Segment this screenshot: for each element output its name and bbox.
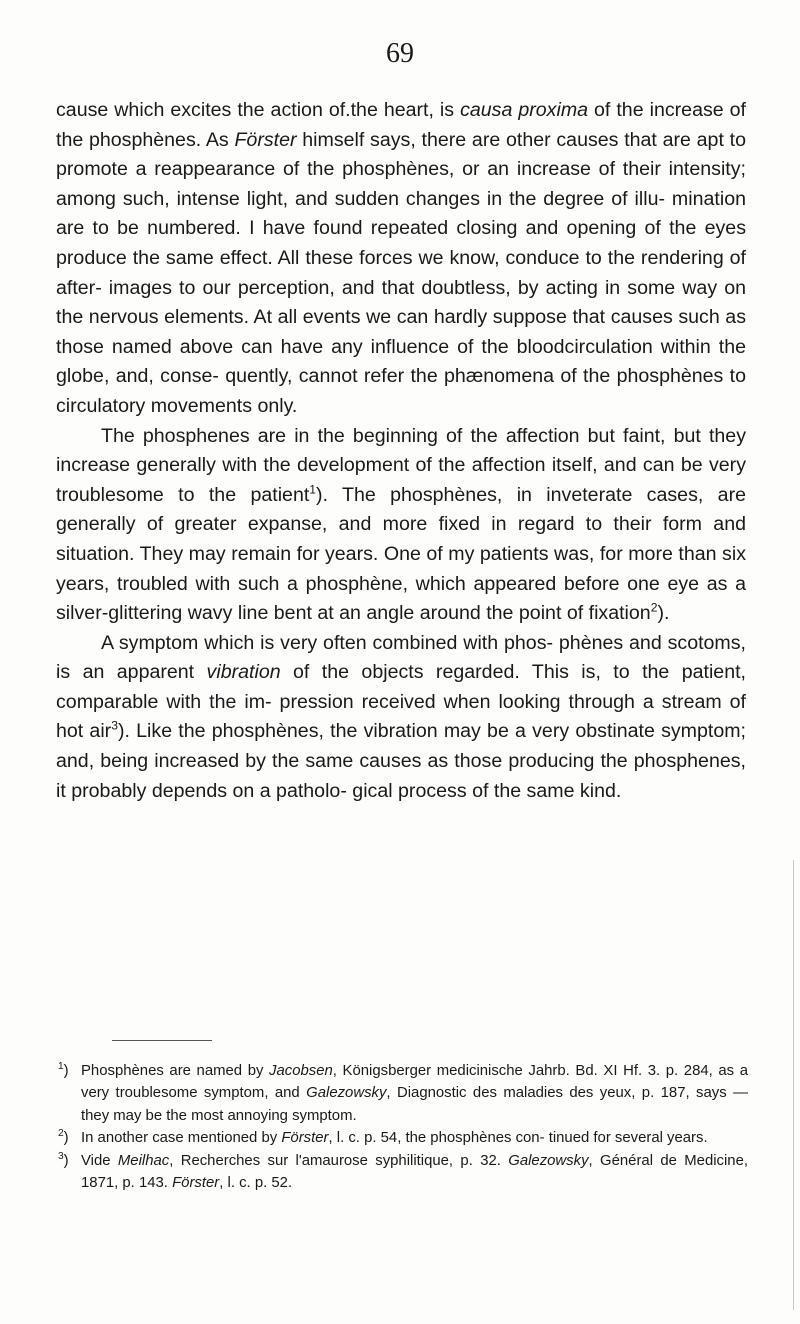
- text-run: , Königsberger medicinische Jahrb. Bd. XI Hf. 3. p. 284, as a very troublesome symptom, and: [81, 1063, 749, 1102]
- text-run: of the objects regarded. This is, to the patient, comparable with the im- pression received when looking through a stream of hot air: [56, 661, 746, 743]
- page-edge-shadow: [793, 860, 794, 1310]
- footnote-2: [58, 1127, 748, 1149]
- footnotes: [58, 1060, 748, 1194]
- footnote-1: [58, 1060, 748, 1127]
- author-name: Galezowsky: [306, 1085, 387, 1102]
- text-run: of the increase of the phosphènes. As: [56, 99, 746, 151]
- text-run: A symptom which is very often combined with phos- phènes and scotoms, is an apparent: [56, 631, 746, 684]
- author-name: Jacobsen: [269, 1063, 333, 1079]
- paragraph-3: [56, 629, 746, 807]
- footnote-ref[interactable]: 3: [111, 718, 118, 733]
- italic-term: causa proxima: [460, 99, 589, 121]
- text-run: cause which excites the action of.the heart, is: [56, 99, 461, 121]
- footnote-marker: $^3$): [58, 1150, 69, 1169]
- author-name: Meilhac: [117, 1152, 170, 1169]
- author-name: Förster: [234, 128, 297, 151]
- footnote-ref[interactable]: 1: [309, 482, 317, 497]
- text-run: Phosphènes are named by: [81, 1063, 270, 1079]
- text-run: ).: [657, 602, 670, 625]
- author-name: Förster: [172, 1175, 220, 1192]
- main-text: [56, 96, 746, 806]
- text-run: The phosphenes are in the beginning of the affection but faint, but they increase generally with the development of the affection itself, and can be very troublesome to the patient: [56, 424, 746, 506]
- text-run: , l. c. p. 54, the phosphènes con- tinued for several years.: [328, 1130, 708, 1147]
- text-run: Vide: [81, 1152, 118, 1169]
- text-run: himself says, there are other causes that are apt to promote a reappearance of the phosphènes, or an increase of their intensity; among such, intense light, and sudden changes in the degree of illu- mination are to be numbered. I have found repeated closing and opening of the eyes produce the same effect. All these forces we know, conduce to the rendering of after- images to our perception, and that doubtless, by acting in some way on the nervous elements. At all events we can hardly suppose that causes such as those named above can have any influence of the bloodcirculation within the globe, and, conse- quently, cannot refer the phænomena of the phosphènes to circulatory movements only.: [56, 128, 746, 417]
- text-run: In another case mentioned by: [81, 1130, 282, 1147]
- footnote-ref[interactable]: 2: [650, 600, 658, 615]
- paragraph-1: [56, 96, 746, 422]
- page-number: 69: [386, 38, 414, 69]
- italic-term: vibration: [206, 661, 281, 684]
- footnote-3: [58, 1150, 748, 1195]
- text-run: ). Like the phosphènes, the vibration may be a very obstinate symptom; and, being increased by the same causes as those producing the phosphenes, it probably depends on a patholo- gical process of the same kind.: [56, 720, 746, 802]
- text-run: , Général de Medicine, 1871, p. 143.: [81, 1152, 748, 1192]
- footnote-marker: $^1$): [58, 1061, 69, 1079]
- footnote-divider: [112, 1040, 212, 1041]
- text-run: ). The phosphènes, in inveterate cases, are generally of greater expanse, and more fixed in regard to their form and situation. They may remain for years. One of my patients was, for more than six years, troubled with such a phosphène, which appeared before one eye as a silver-glittering wavy line bent at an angle around the point of fixation: [56, 483, 746, 625]
- paragraph-2: [56, 422, 746, 629]
- text-run: , Recherches sur l'amaurose syphilitique, p. 32.: [169, 1152, 509, 1169]
- text-run: , Diagnostic des maladies des yeux, p. 187, says — they may be the most annoying symptom.: [81, 1085, 748, 1124]
- text-run: , l. c. p. 52.: [219, 1175, 293, 1192]
- author-name: Förster: [281, 1130, 329, 1147]
- footnote-marker: $^2$): [58, 1128, 69, 1147]
- author-name: Galezowsky: [508, 1152, 589, 1169]
